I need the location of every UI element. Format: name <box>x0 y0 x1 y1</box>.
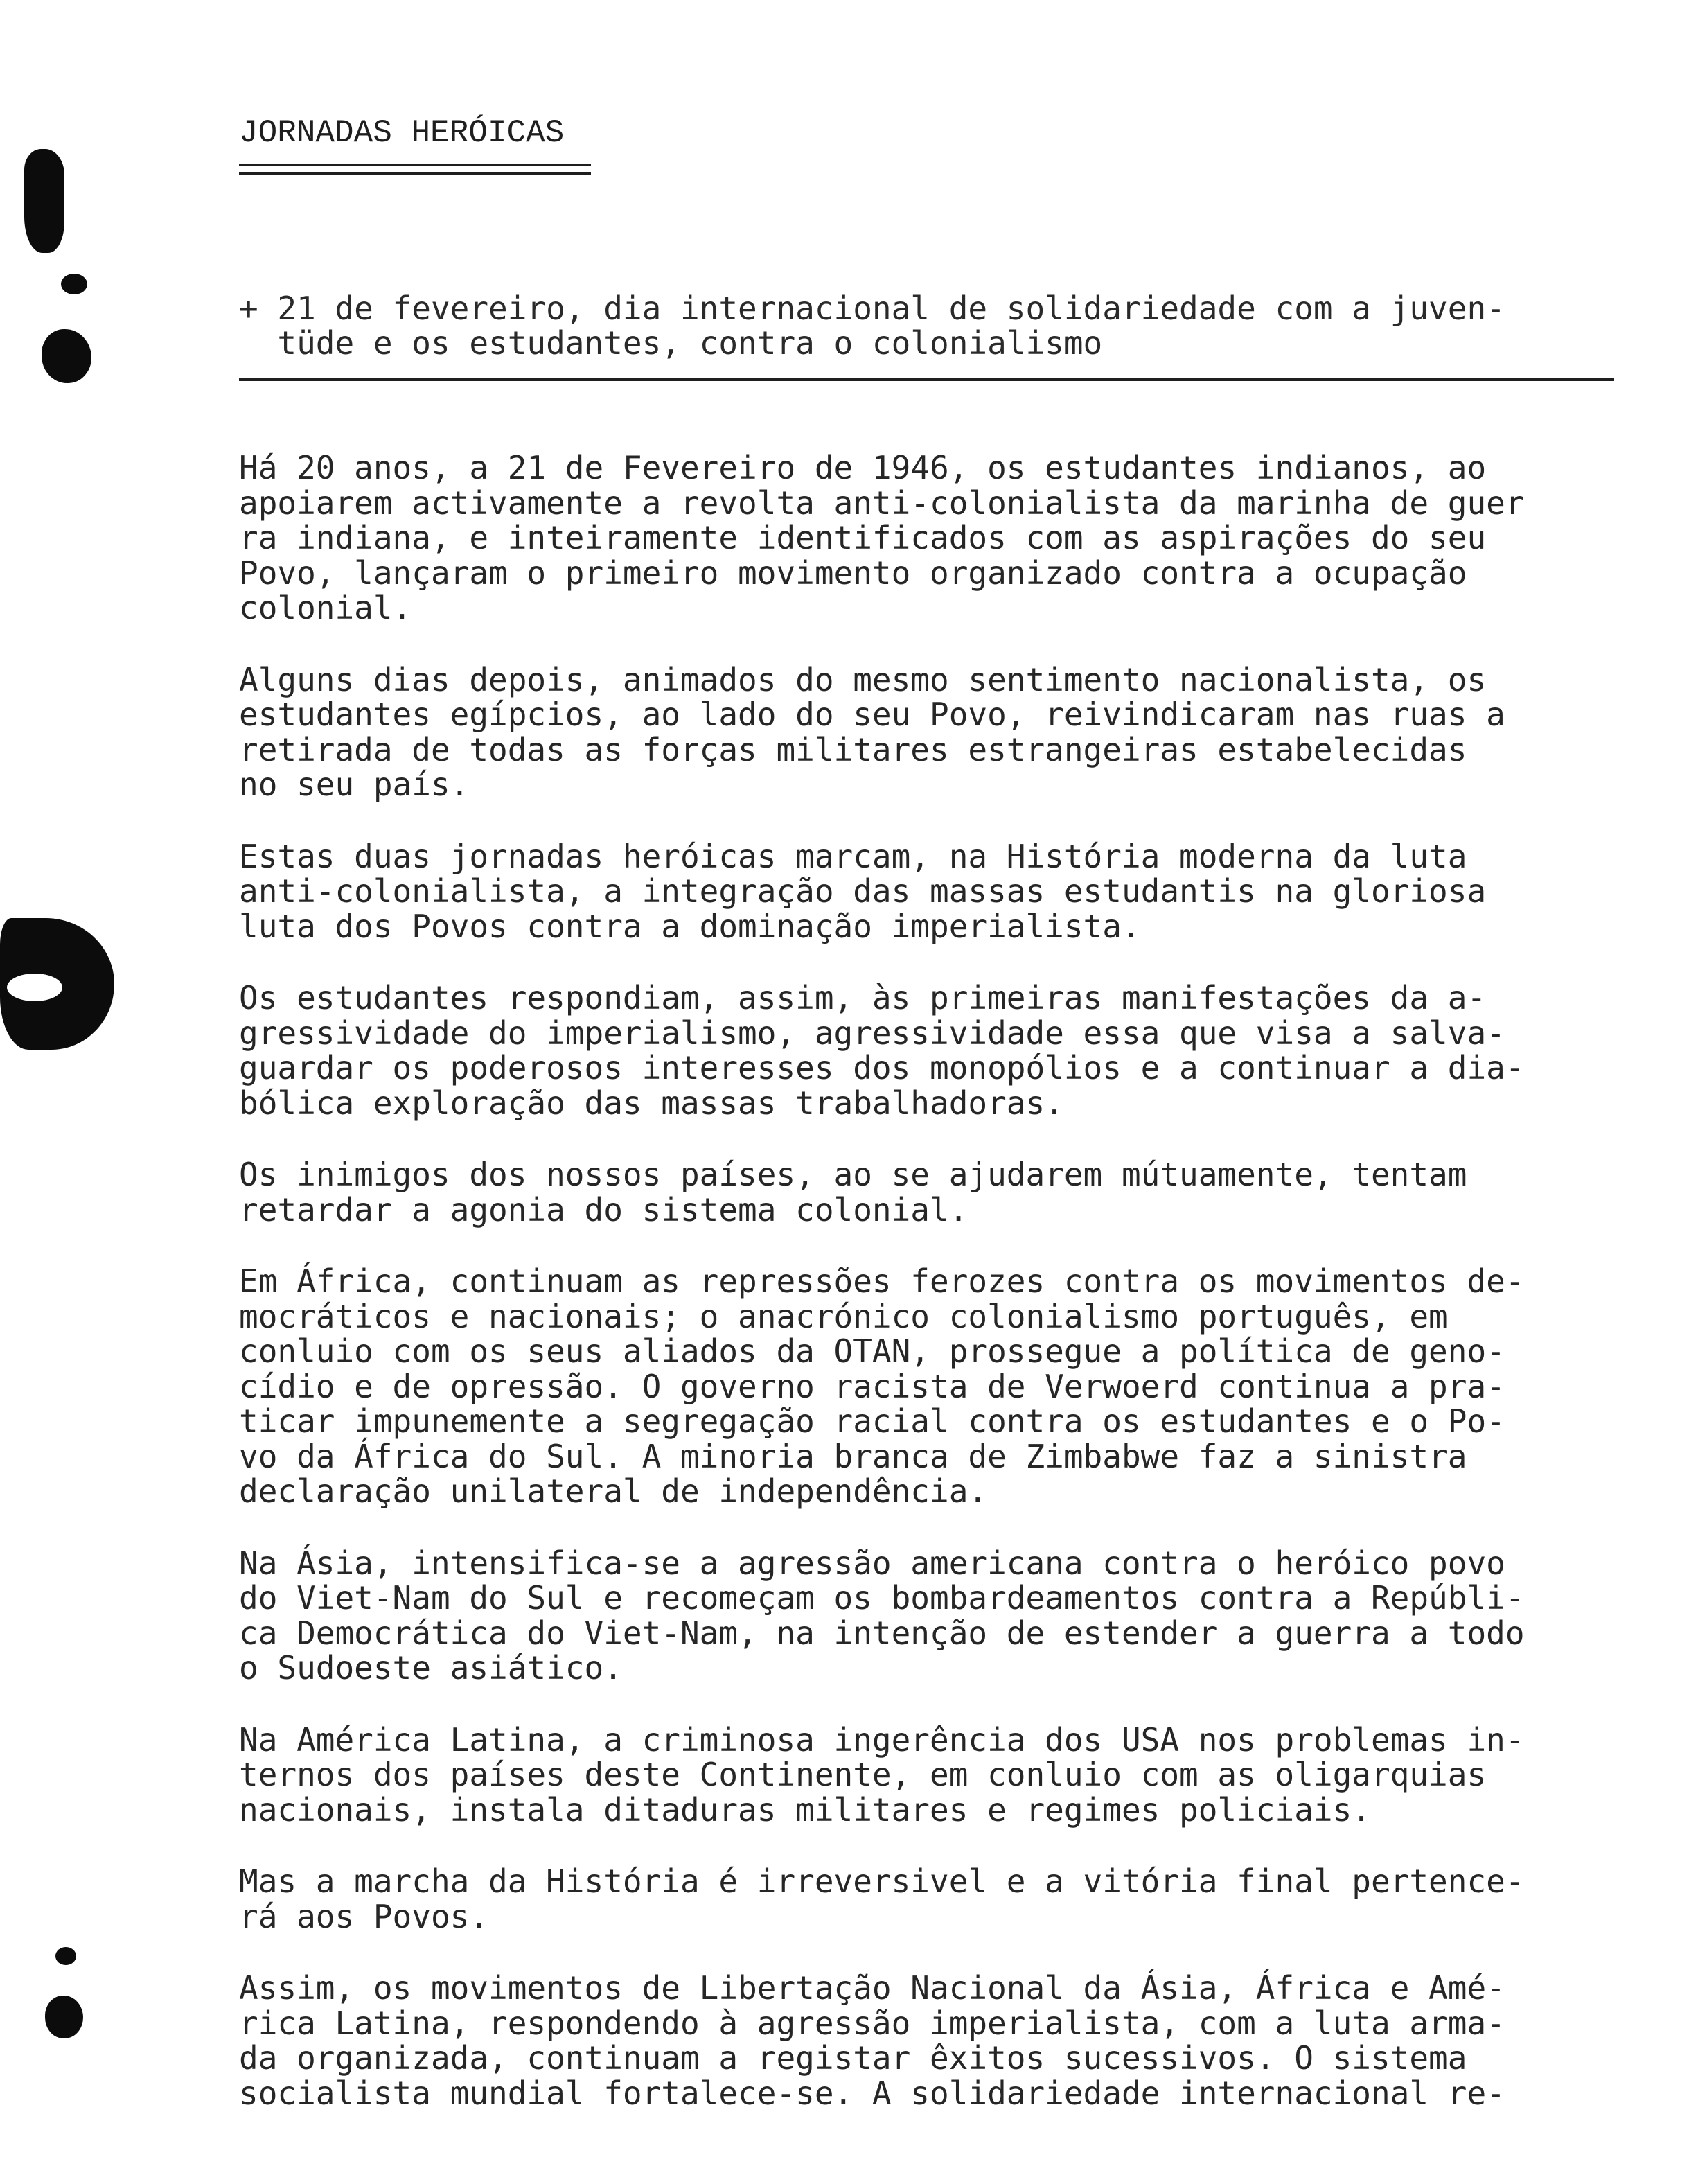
text-line: socialista mundial fortalece-se. A solidariedade internacional re- <box>239 2074 1505 2112</box>
paragraph <box>239 1157 1625 1227</box>
ink-blot <box>55 1947 76 1965</box>
document-body <box>239 450 1625 2147</box>
subheading-underline <box>239 378 1614 381</box>
text-line: o Sudoeste asiático. <box>239 1649 623 1687</box>
subheading-line: + 21 de fevereiro, dia internacional de solidariedade com a juven- <box>239 290 1505 327</box>
text-line: ticar impunemente a segregação racial contra os estudantes e o Po- <box>239 1402 1505 1440</box>
text-line: Na Ásia, intensifica-se a agressão americana contra o heróico povo <box>239 1544 1505 1582</box>
text-line: do Viet-Nam do Sul e recomeçam os bombardeamentos contra a Repúbli- <box>239 1579 1525 1617</box>
text-line: nacionais, instala ditaduras militares e regimes policiais. <box>239 1790 1371 1829</box>
paragraph <box>239 839 1625 944</box>
punch-hole-mark <box>42 329 91 383</box>
text-line: Os inimigos dos nossos países, ao se ajudarem mútuamente, tentam <box>239 1156 1467 1193</box>
paragraph <box>239 450 1625 626</box>
text-line: anti-colonialista, a integração das massas estudantis na gloriosa <box>239 872 1487 910</box>
text-line: retardar a agonia do sistema colonial. <box>239 1190 969 1228</box>
text-line: rica Latina, respondendo à agressão imperialista, com a luta arma- <box>239 2004 1505 2042</box>
text-line: no seu país. <box>239 766 470 803</box>
text-line: Na América Latina, a criminosa ingerência dos USA nos problemas in- <box>239 1720 1525 1759</box>
text-line: ternos dos países deste Continente, em conluio com as oligarquias <box>239 1756 1487 1793</box>
text-line: retirada de todas as forças militares estrangeiras estabelecidas <box>239 730 1467 768</box>
text-line: declaração unilateral de independência. <box>239 1472 988 1510</box>
text-line: vo da África do Sul. A minoria branca de Zimbabwe faz a sinistra <box>239 1437 1467 1475</box>
text-line: Assim, os movimentos de Libertação Nacional da Ásia, África e Amé- <box>239 1969 1505 2007</box>
paragraph <box>239 1864 1625 1934</box>
text-line: guardar os poderosos interesses dos monopólios e a continuar a dia- <box>239 1049 1525 1086</box>
text-line: luta dos Povos contra a dominação imperialista. <box>239 907 1141 945</box>
page-title: JORNADAS HERÓICAS <box>239 115 565 151</box>
text-line: cídio e de opressão. O governo racista de Verwoerd continua a pra- <box>239 1367 1505 1405</box>
text-line: Povo, lançaram o primeiro movimento organizado contra a ocupação <box>239 554 1467 592</box>
text-line: rá aos Povos. <box>239 1897 489 1935</box>
title-underline <box>239 172 591 175</box>
text-line: Há 20 anos, a 21 de Fevereiro de 1946, os estudantes indianos, ao <box>239 449 1487 486</box>
text-line: bólica exploração das massas trabalhadoras. <box>239 1084 1064 1122</box>
text-line: conluio com os seus aliados da OTAN, prossegue a política de geno- <box>239 1332 1505 1370</box>
ink-blot-gap <box>7 974 62 1001</box>
document-header <box>239 111 599 175</box>
paragraph <box>239 662 1625 802</box>
subheading <box>239 291 1618 381</box>
text-line: gressividade do imperialismo, agressividade essa que visa a salva- <box>239 1014 1505 1052</box>
punch-hole-mark <box>45 1996 83 2038</box>
text-line: ra indiana, e inteiramente identificados com as aspirações do seu <box>239 519 1487 556</box>
text-line: da organizada, continuam a registar êxitos sucessivos. O sistema <box>239 2039 1467 2077</box>
subheading-line: tüde e os estudantes, contra o colonialismo <box>239 324 1103 362</box>
paragraph <box>239 1720 1625 1829</box>
text-line: ca Democrática do Viet-Nam, na intenção de estender a guerra a todo <box>239 1614 1525 1652</box>
text-line: estudantes egípcios, ao lado do seu Povo, reivindicaram nas ruas a <box>239 696 1505 733</box>
title-underline <box>239 164 591 166</box>
text-line: colonial. <box>239 589 412 626</box>
text-line: Alguns dias depois, animados do mesmo sentimento nacionalista, os <box>239 660 1487 698</box>
text-line: Estas duas jornadas heróicas marcam, na História moderna da luta <box>239 837 1467 875</box>
ink-blot <box>24 149 64 253</box>
text-line: mocráticos e nacionais; o anacrónico colonialismo português, em <box>239 1297 1448 1335</box>
text-line: Mas a marcha da História é irreversivel e a vitória final pertence- <box>239 1862 1525 1900</box>
text-line: Em África, continuam as repressões ferozes contra os movimentos de- <box>239 1262 1525 1300</box>
paragraph <box>239 1971 1625 2111</box>
paragraph <box>239 1546 1625 1686</box>
text-line: apoiarem activamente a revolta anti-colonialista da marinha de guer <box>239 484 1525 522</box>
paragraph <box>239 980 1625 1120</box>
ink-blot <box>61 274 87 294</box>
text-line: Os estudantes respondiam, assim, às primeiras manifestações da a- <box>239 979 1487 1016</box>
paragraph <box>239 1264 1625 1509</box>
